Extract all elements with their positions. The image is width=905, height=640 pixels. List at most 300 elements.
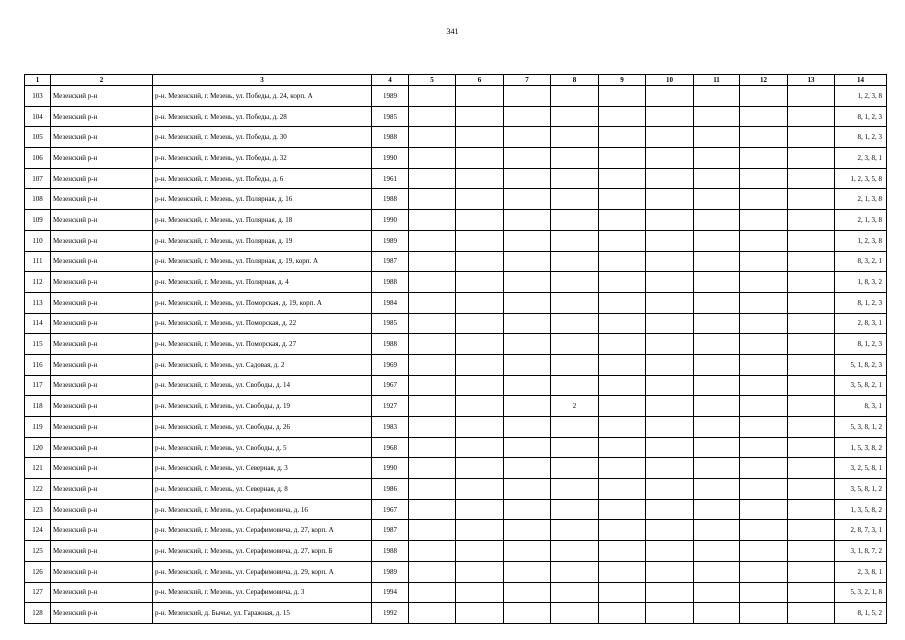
col13-cell: [788, 106, 835, 127]
district-cell: Мезенский р-н: [51, 541, 153, 562]
year-cell: 1967: [372, 375, 409, 396]
col12-cell: [740, 458, 788, 479]
col12-cell: [740, 272, 788, 293]
col8-cell: [551, 458, 599, 479]
col12-cell: [740, 375, 788, 396]
district-cell: Мезенский р-н: [51, 520, 153, 541]
year-cell: 1989: [372, 561, 409, 582]
col8-cell: [551, 541, 599, 562]
col10-cell: [646, 313, 694, 334]
address-cell: р-н. Мезенский, г. Мезень, ул. Победы, д. 6: [153, 168, 372, 189]
col13-cell: [788, 168, 835, 189]
col12-cell: [740, 292, 788, 313]
district-cell: Мезенский р-н: [51, 354, 153, 375]
col12-cell: [740, 168, 788, 189]
column-header-12: 12: [740, 75, 788, 86]
district-cell: Мезенский р-н: [51, 437, 153, 458]
col6-cell: [456, 561, 504, 582]
codes-cell: 2, 3, 8, 1: [835, 561, 887, 582]
col8-cell: [551, 148, 599, 169]
col7-cell: [504, 210, 551, 231]
col7-cell: [504, 334, 551, 355]
col5-cell: [409, 375, 456, 396]
address-cell: р-н. Мезенский, г. Мезень, ул. Серафимовича, д. 27, корп. Б: [153, 541, 372, 562]
col12-cell: [740, 334, 788, 355]
table-row: [25, 189, 887, 210]
col10-cell: [646, 251, 694, 272]
district-cell: Мезенский р-н: [51, 272, 153, 293]
row-number: 118: [25, 396, 51, 417]
col10-cell: [646, 520, 694, 541]
col9-cell: [599, 520, 646, 541]
col12-cell: [740, 582, 788, 603]
row-number: 104: [25, 106, 51, 127]
col9-cell: [599, 106, 646, 127]
col13-cell: [788, 189, 835, 210]
col7-cell: [504, 251, 551, 272]
col13-cell: [788, 210, 835, 231]
col5-cell: [409, 86, 456, 107]
col11-cell: [694, 106, 740, 127]
col13-cell: [788, 375, 835, 396]
col11-cell: [694, 272, 740, 293]
row-number: 124: [25, 520, 51, 541]
year-cell: 1986: [372, 479, 409, 500]
col11-cell: [694, 520, 740, 541]
col9-cell: [599, 499, 646, 520]
year-cell: 1990: [372, 458, 409, 479]
year-cell: 1961: [372, 168, 409, 189]
col7-cell: [504, 127, 551, 148]
codes-cell: 1, 2, 3, 8: [835, 230, 887, 251]
col8-cell: [551, 86, 599, 107]
col10-cell: [646, 230, 694, 251]
col13-cell: [788, 396, 835, 417]
col13-cell: [788, 127, 835, 148]
col12-cell: [740, 354, 788, 375]
table-row: [25, 396, 887, 417]
address-cell: р-н. Мезенский, г. Мезень, ул. Поморская, д. 27: [153, 334, 372, 355]
address-cell: р-н. Мезенский, г. Мезень, ул. Полярная, д. 16: [153, 189, 372, 210]
column-header-10: 10: [646, 75, 694, 86]
col10-cell: [646, 499, 694, 520]
col7-cell: [504, 148, 551, 169]
col6-cell: [456, 148, 504, 169]
col11-cell: [694, 210, 740, 231]
col6-cell: [456, 417, 504, 438]
col6-cell: [456, 334, 504, 355]
col6-cell: [456, 210, 504, 231]
column-header-13: 13: [788, 75, 835, 86]
table-row: [25, 230, 887, 251]
col12-cell: [740, 189, 788, 210]
col8-cell: [551, 334, 599, 355]
table-row: [25, 437, 887, 458]
col10-cell: [646, 582, 694, 603]
year-cell: 1992: [372, 603, 409, 624]
table-row: [25, 168, 887, 189]
col7-cell: [504, 499, 551, 520]
table-row: [25, 334, 887, 355]
col11-cell: [694, 127, 740, 148]
col11-cell: [694, 603, 740, 624]
column-header-3: 3: [153, 75, 372, 86]
col7-cell: [504, 168, 551, 189]
col5-cell: [409, 417, 456, 438]
col8-cell: [551, 499, 599, 520]
table-row: [25, 106, 887, 127]
col12-cell: [740, 230, 788, 251]
col6-cell: [456, 437, 504, 458]
col7-cell: [504, 230, 551, 251]
year-cell: 1987: [372, 251, 409, 272]
codes-cell: 8, 3, 2, 1: [835, 251, 887, 272]
col9-cell: [599, 417, 646, 438]
col11-cell: [694, 148, 740, 169]
address-cell: р-н. Мезенский, г. Мезень, ул. Серафимовича, д. 3: [153, 582, 372, 603]
col8-cell: [551, 168, 599, 189]
district-cell: Мезенский р-н: [51, 148, 153, 169]
column-header-5: 5: [409, 75, 456, 86]
address-cell: р-н. Мезенский, г. Мезень, ул. Свободы, д. 19: [153, 396, 372, 417]
col13-cell: [788, 582, 835, 603]
col6-cell: [456, 251, 504, 272]
district-cell: Мезенский р-н: [51, 292, 153, 313]
col6-cell: [456, 603, 504, 624]
col11-cell: [694, 334, 740, 355]
row-number: 116: [25, 354, 51, 375]
address-cell: р-н. Мезенский, г. Мезень, ул. Серафимовича, д. 16: [153, 499, 372, 520]
col9-cell: [599, 251, 646, 272]
col13-cell: [788, 148, 835, 169]
col13-cell: [788, 230, 835, 251]
col5-cell: [409, 396, 456, 417]
col6-cell: [456, 292, 504, 313]
col5-cell: [409, 313, 456, 334]
table-body: [25, 86, 887, 624]
col11-cell: [694, 396, 740, 417]
col5-cell: [409, 437, 456, 458]
address-cell: р-н. Мезенский, г. Мезень, ул. Полярная, д. 18: [153, 210, 372, 231]
col9-cell: [599, 603, 646, 624]
col11-cell: [694, 499, 740, 520]
col8-cell: [551, 520, 599, 541]
col11-cell: [694, 230, 740, 251]
codes-cell: 1, 8, 3, 2: [835, 272, 887, 293]
col8-cell: [551, 582, 599, 603]
col8-cell: [551, 375, 599, 396]
row-number: 115: [25, 334, 51, 355]
codes-cell: 3, 2, 5, 8, 1: [835, 458, 887, 479]
codes-cell: 1, 2, 3, 5, 8: [835, 168, 887, 189]
codes-cell: 3, 5, 8, 2, 1: [835, 375, 887, 396]
codes-cell: 5, 3, 2, 1, 8: [835, 582, 887, 603]
codes-cell: 3, 5, 8, 1, 2: [835, 479, 887, 500]
year-cell: 1968: [372, 437, 409, 458]
col11-cell: [694, 582, 740, 603]
col9-cell: [599, 272, 646, 293]
year-cell: 1967: [372, 499, 409, 520]
col10-cell: [646, 106, 694, 127]
col11-cell: [694, 354, 740, 375]
col5-cell: [409, 272, 456, 293]
codes-cell: 2, 1, 3, 8: [835, 210, 887, 231]
col8-cell: [551, 292, 599, 313]
column-header-1: 1: [25, 75, 51, 86]
address-cell: р-н. Мезенский, г. Мезень, ул. Победы, д. 28: [153, 106, 372, 127]
year-cell: 1990: [372, 148, 409, 169]
col5-cell: [409, 251, 456, 272]
col13-cell: [788, 251, 835, 272]
district-cell: Мезенский р-н: [51, 189, 153, 210]
col12-cell: [740, 313, 788, 334]
row-number: 125: [25, 541, 51, 562]
col12-cell: [740, 210, 788, 231]
col9-cell: [599, 334, 646, 355]
year-cell: 1927: [372, 396, 409, 417]
column-header-11: 11: [694, 75, 740, 86]
column-header-2: 2: [51, 75, 153, 86]
col6-cell: [456, 499, 504, 520]
row-number: 113: [25, 292, 51, 313]
col5-cell: [409, 541, 456, 562]
col10-cell: [646, 189, 694, 210]
district-cell: Мезенский р-н: [51, 168, 153, 189]
col8-cell: [551, 272, 599, 293]
column-header-8: 8: [551, 75, 599, 86]
col5-cell: [409, 458, 456, 479]
codes-cell: 8, 3, 1: [835, 396, 887, 417]
col7-cell: [504, 561, 551, 582]
col7-cell: [504, 86, 551, 107]
col7-cell: [504, 106, 551, 127]
col7-cell: [504, 458, 551, 479]
district-cell: Мезенский р-н: [51, 334, 153, 355]
codes-cell: 1, 5, 3, 8, 2: [835, 437, 887, 458]
col8-cell: 2: [551, 396, 599, 417]
col9-cell: [599, 396, 646, 417]
col10-cell: [646, 354, 694, 375]
col6-cell: [456, 313, 504, 334]
col9-cell: [599, 148, 646, 169]
row-number: 111: [25, 251, 51, 272]
col6-cell: [456, 582, 504, 603]
col10-cell: [646, 210, 694, 231]
year-cell: 1990: [372, 210, 409, 231]
table-row: [25, 313, 887, 334]
column-header-4: 4: [372, 75, 409, 86]
col10-cell: [646, 272, 694, 293]
col11-cell: [694, 417, 740, 438]
codes-cell: 8, 1, 2, 3: [835, 127, 887, 148]
col9-cell: [599, 375, 646, 396]
col12-cell: [740, 148, 788, 169]
address-cell: р-н. Мезенский, г. Мезень, ул. Полярная, д. 19: [153, 230, 372, 251]
col13-cell: [788, 458, 835, 479]
col7-cell: [504, 417, 551, 438]
col12-cell: [740, 127, 788, 148]
col11-cell: [694, 541, 740, 562]
codes-cell: 1, 2, 3, 8: [835, 86, 887, 107]
col8-cell: [551, 603, 599, 624]
year-cell: 1985: [372, 106, 409, 127]
col11-cell: [694, 458, 740, 479]
col9-cell: [599, 582, 646, 603]
col10-cell: [646, 334, 694, 355]
col11-cell: [694, 313, 740, 334]
row-number: 120: [25, 437, 51, 458]
district-cell: Мезенский р-н: [51, 417, 153, 438]
col11-cell: [694, 561, 740, 582]
col7-cell: [504, 520, 551, 541]
col12-cell: [740, 417, 788, 438]
col9-cell: [599, 86, 646, 107]
col12-cell: [740, 396, 788, 417]
row-number: 123: [25, 499, 51, 520]
district-cell: Мезенский р-н: [51, 582, 153, 603]
col10-cell: [646, 437, 694, 458]
col7-cell: [504, 313, 551, 334]
col13-cell: [788, 603, 835, 624]
column-header-6: 6: [456, 75, 504, 86]
table-row: [25, 148, 887, 169]
col12-cell: [740, 437, 788, 458]
address-cell: р-н. Мезенский, г. Мезень, ул. Серафимовича, д. 27, корп. А: [153, 520, 372, 541]
col8-cell: [551, 251, 599, 272]
col11-cell: [694, 251, 740, 272]
row-number: 105: [25, 127, 51, 148]
col9-cell: [599, 541, 646, 562]
col9-cell: [599, 313, 646, 334]
col8-cell: [551, 127, 599, 148]
col5-cell: [409, 189, 456, 210]
col7-cell: [504, 375, 551, 396]
address-cell: р-н. Мезенский, д. Бычье, ул. Гаражная, д. 15: [153, 603, 372, 624]
col10-cell: [646, 86, 694, 107]
address-cell: р-н. Мезенский, г. Мезень, ул. Поморская, д. 22: [153, 313, 372, 334]
district-cell: Мезенский р-н: [51, 499, 153, 520]
address-cell: р-н. Мезенский, г. Мезень, ул. Полярная, д. 4: [153, 272, 372, 293]
year-cell: 1988: [372, 272, 409, 293]
district-cell: Мезенский р-н: [51, 603, 153, 624]
column-header-14: 14: [835, 75, 887, 86]
address-cell: р-н. Мезенский, г. Мезень, ул. Победы, д. 30: [153, 127, 372, 148]
table-row: [25, 541, 887, 562]
year-cell: 1988: [372, 189, 409, 210]
codes-cell: 5, 3, 8, 1, 2: [835, 417, 887, 438]
col5-cell: [409, 561, 456, 582]
table-row: [25, 520, 887, 541]
year-cell: 1987: [372, 520, 409, 541]
col6-cell: [456, 86, 504, 107]
codes-cell: 1, 3, 5, 8, 2: [835, 499, 887, 520]
col9-cell: [599, 561, 646, 582]
address-cell: р-н. Мезенский, г. Мезень, ул. Свободы, д. 26: [153, 417, 372, 438]
table-row: [25, 582, 887, 603]
col10-cell: [646, 479, 694, 500]
col10-cell: [646, 603, 694, 624]
district-cell: Мезенский р-н: [51, 210, 153, 231]
year-cell: 1983: [372, 417, 409, 438]
district-cell: Мезенский р-н: [51, 458, 153, 479]
col5-cell: [409, 292, 456, 313]
table-row: [25, 251, 887, 272]
col5-cell: [409, 479, 456, 500]
row-number: 126: [25, 561, 51, 582]
col7-cell: [504, 582, 551, 603]
col10-cell: [646, 375, 694, 396]
col12-cell: [740, 106, 788, 127]
address-cell: р-н. Мезенский, г. Мезень, ул. Северная, д. 3: [153, 458, 372, 479]
col11-cell: [694, 437, 740, 458]
col10-cell: [646, 561, 694, 582]
col5-cell: [409, 230, 456, 251]
col8-cell: [551, 313, 599, 334]
year-cell: 1989: [372, 86, 409, 107]
row-number: 110: [25, 230, 51, 251]
col12-cell: [740, 541, 788, 562]
col7-cell: [504, 479, 551, 500]
col13-cell: [788, 334, 835, 355]
col11-cell: [694, 168, 740, 189]
codes-cell: 8, 1, 2, 3: [835, 292, 887, 313]
col6-cell: [456, 396, 504, 417]
year-cell: 1988: [372, 334, 409, 355]
codes-cell: 2, 8, 7, 3, 1: [835, 520, 887, 541]
address-cell: р-н. Мезенский, г. Мезень, ул. Свободы, д. 14: [153, 375, 372, 396]
col13-cell: [788, 499, 835, 520]
address-cell: р-н. Мезенский, г. Мезень, ул. Северная, д. 8: [153, 479, 372, 500]
col5-cell: [409, 499, 456, 520]
district-cell: Мезенский р-н: [51, 375, 153, 396]
codes-cell: 2, 1, 3, 8: [835, 189, 887, 210]
col9-cell: [599, 127, 646, 148]
table-row: [25, 603, 887, 624]
col13-cell: [788, 292, 835, 313]
col10-cell: [646, 417, 694, 438]
row-number: 122: [25, 479, 51, 500]
col5-cell: [409, 582, 456, 603]
year-cell: 1969: [372, 354, 409, 375]
col11-cell: [694, 375, 740, 396]
col5-cell: [409, 334, 456, 355]
table-row: [25, 375, 887, 396]
codes-cell: 3, 1, 8, 7, 2: [835, 541, 887, 562]
col5-cell: [409, 354, 456, 375]
col9-cell: [599, 292, 646, 313]
row-number: 119: [25, 417, 51, 438]
col9-cell: [599, 479, 646, 500]
col6-cell: [456, 230, 504, 251]
row-number: 114: [25, 313, 51, 334]
col8-cell: [551, 479, 599, 500]
col9-cell: [599, 210, 646, 231]
col13-cell: [788, 417, 835, 438]
col8-cell: [551, 210, 599, 231]
col5-cell: [409, 210, 456, 231]
col11-cell: [694, 292, 740, 313]
col12-cell: [740, 603, 788, 624]
col6-cell: [456, 189, 504, 210]
col8-cell: [551, 417, 599, 438]
codes-cell: 2, 3, 8, 1: [835, 148, 887, 169]
address-cell: р-н. Мезенский, г. Мезень, ул. Серафимовича, д. 29, корп. А: [153, 561, 372, 582]
col6-cell: [456, 272, 504, 293]
col13-cell: [788, 86, 835, 107]
year-cell: 1984: [372, 292, 409, 313]
col6-cell: [456, 168, 504, 189]
year-cell: 1994: [372, 582, 409, 603]
